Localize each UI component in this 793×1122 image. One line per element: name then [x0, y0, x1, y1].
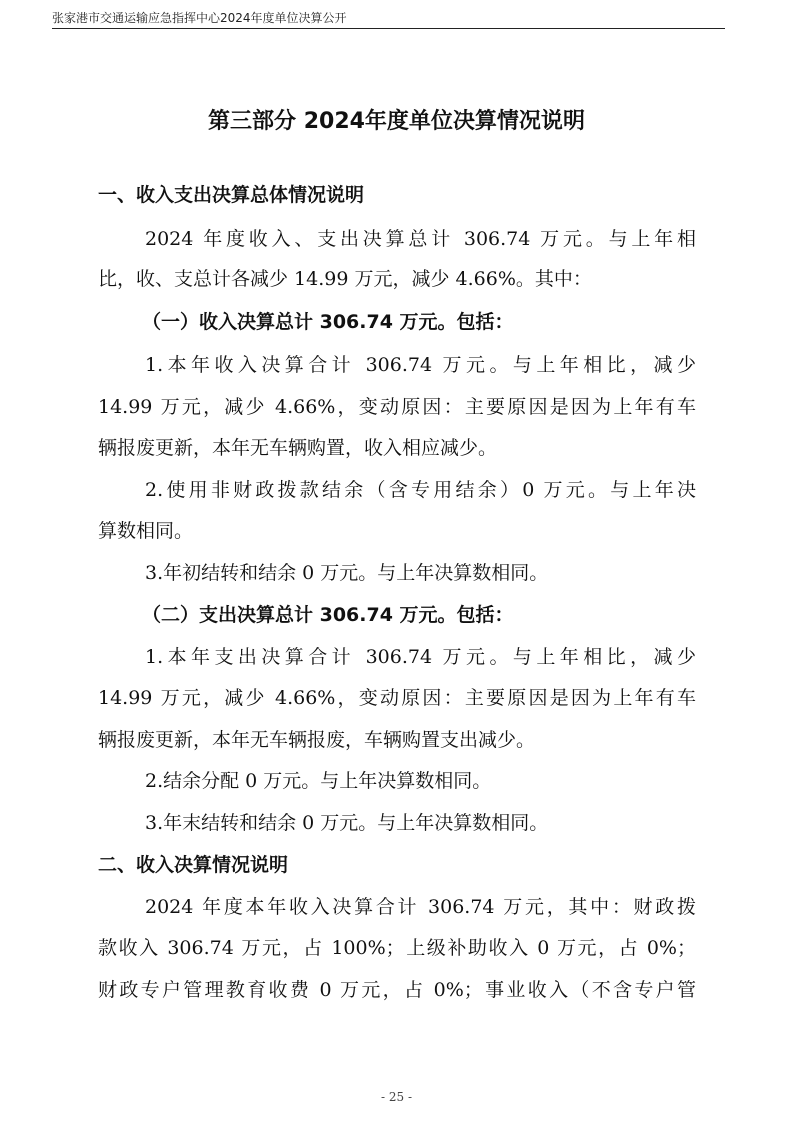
paragraph-line: 辆报废更新，本年无车辆购置，收入相应减少。 [98, 437, 498, 459]
running-header: 张家港市交通运输应急指挥中心2024年度单位决算公开 [52, 11, 347, 25]
paragraph-line: 2024 年度本年收入决算合计 306.74 万元，其中：财政拨 [145, 896, 696, 918]
paragraph-line: 算数相同。 [98, 520, 194, 542]
paragraph-line: 2.结余分配 0 万元。与上年决算数相同。 [145, 770, 492, 792]
paragraph-line: 14.99 万元，减少 4.66%，变动原因：主要原因是因为上年有车 [98, 687, 696, 709]
paragraph-line: 3.年初结转和结余 0 万元。与上年决算数相同。 [145, 562, 549, 584]
paragraph-line: 1.本年支出决算合计 306.74 万元。与上年相比，减少 [145, 646, 696, 668]
section-heading-2: 二、收入决算情况说明 [98, 854, 289, 876]
page-number: - 25 - [380, 1090, 412, 1104]
paragraph-line: 1.本年收入决算合计 306.74 万元。与上年相比，减少 [145, 354, 696, 376]
section-heading-1: 一、收入支出决算总体情况说明 [98, 184, 365, 206]
page-title: 第三部分 2024年度单位决算情况说明 [208, 109, 585, 134]
paragraph-line: 财政专户管理教育收费 0 万元，占 0%；事业收入（不含专户管 [98, 979, 696, 1001]
paragraph-line: 比，收、支总计各减少 14.99 万元，减少 4.66%。其中： [98, 268, 592, 290]
paragraph-line: 3.年末结转和结余 0 万元。与上年决算数相同。 [145, 812, 549, 834]
paragraph-line: 14.99 万元，减少 4.66%，变动原因：主要原因是因为上年有车 [98, 396, 696, 418]
subsection-heading-income: （一）收入决算总计 306.74 万元。包括： [142, 311, 514, 333]
paragraph-line: 款收入 306.74 万元，占 100%；上级补助收入 0 万元，占 0%； [98, 937, 696, 959]
header-rule [52, 28, 725, 29]
paragraph-line: 2.使用非财政拨款结余（含专用结余）0 万元。与上年决 [145, 479, 696, 501]
subsection-heading-expense: （二）支出决算总计 306.74 万元。包括： [142, 604, 514, 626]
paragraph-line: 辆报废更新，本年无车辆报废，车辆购置支出减少。 [98, 729, 536, 751]
paragraph-line: 2024 年度收入、支出决算总计 306.74 万元。与上年相 [145, 228, 696, 250]
